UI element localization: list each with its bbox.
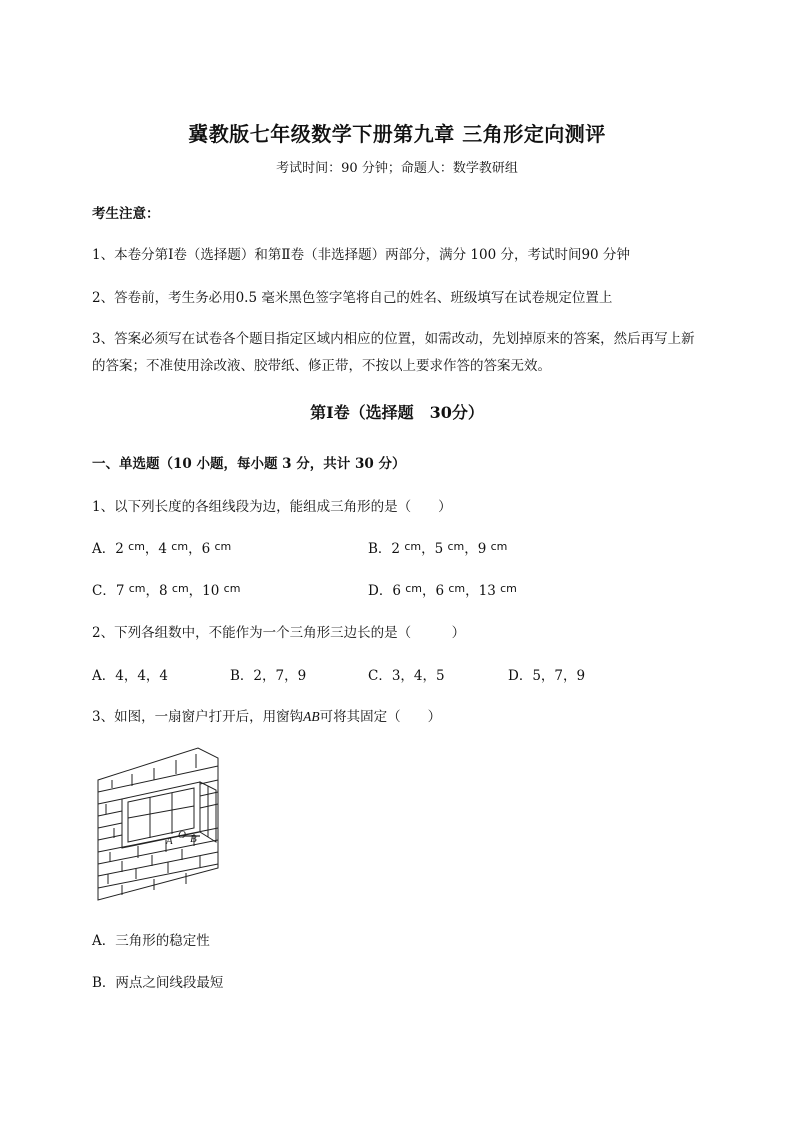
window-figure — [92, 744, 232, 904]
question-2-option-a[interactable]: A．4，4，4 — [92, 668, 169, 684]
question-1-stem: 1、以下列长度的各组线段为边，能组成三角形的是（ ） — [92, 499, 452, 515]
question-2-option-d[interactable]: D．5，7，9 — [508, 668, 586, 684]
option-label: A． — [92, 541, 116, 557]
question-3-stem: 3、如图，一扇窗户打开后，用窗钩AB可将其固定（ ） — [92, 709, 442, 725]
question-1-option-c[interactable]: C．7 $^{cm}$，8 $^{cm}$，10 $^{cm}$ — [92, 582, 241, 599]
variable-ab: AB — [303, 709, 320, 724]
note-item-2: 2、答卷前，考生务必用0.5 毫米黑色签字笔将自己的姓名、班级填写在试卷规定位置上 — [92, 290, 613, 306]
page-title: 冀教版七年级数学下册第九章 三角形定向测评 — [188, 122, 606, 146]
label-b: B — [190, 833, 197, 845]
option-label: B． — [368, 541, 392, 557]
option-label: C． — [92, 583, 116, 599]
label-o: O — [178, 829, 186, 841]
question-1-option-a[interactable]: A．2 $^{cm}$，4 $^{cm}$，6 $^{cm}$ — [92, 540, 232, 557]
page-subtitle: 考试时间：90 分钟；命题人：数学教研组 — [276, 161, 518, 176]
note-item-1: 1、本卷分第Ⅰ卷（选择题）和第Ⅱ卷（非选择题）两部分，满分 100 分，考试时间90 分钟 — [92, 247, 630, 263]
section-title: 第Ⅰ卷（选择题 30分） — [310, 403, 484, 422]
question-2-option-b[interactable]: B．2，7，9 — [230, 668, 307, 684]
question-2-stem: 2、下列各组数中，不能作为一个三角形三边长的是（ ） — [92, 625, 466, 641]
part-heading: 一、单选题（10 小题，每小题 3 分，共计 30 分） — [92, 456, 406, 472]
question-3-option-a[interactable]: A．三角形的稳定性 — [92, 933, 210, 949]
notes-heading: 考生注意： — [92, 206, 160, 222]
question-3-option-b[interactable]: B．两点之间线段最短 — [92, 975, 224, 991]
label-a: A — [166, 835, 173, 847]
window-illustration — [92, 744, 232, 904]
window-frame — [122, 782, 200, 848]
question-1-option-b[interactable]: B．2 $^{cm}$，5 $^{cm}$，9 $^{cm}$ — [368, 540, 508, 557]
question-1-option-d[interactable]: D．6 $^{cm}$，6 $^{cm}$，13 $^{cm}$ — [368, 582, 517, 599]
option-label: D． — [368, 583, 393, 599]
question-2-option-c[interactable]: C．3，4，5 — [368, 668, 445, 684]
note-item-3-continued: 的答案；不准使用涂改液、胶带纸、修正带，不按以上要求作答的答案无效。 — [92, 358, 551, 374]
note-item-3: 3、答案必须写在试卷各个题目指定区域内相应的位置，如需改动，先划掉原来的答案，然后再写上新 — [92, 331, 695, 347]
